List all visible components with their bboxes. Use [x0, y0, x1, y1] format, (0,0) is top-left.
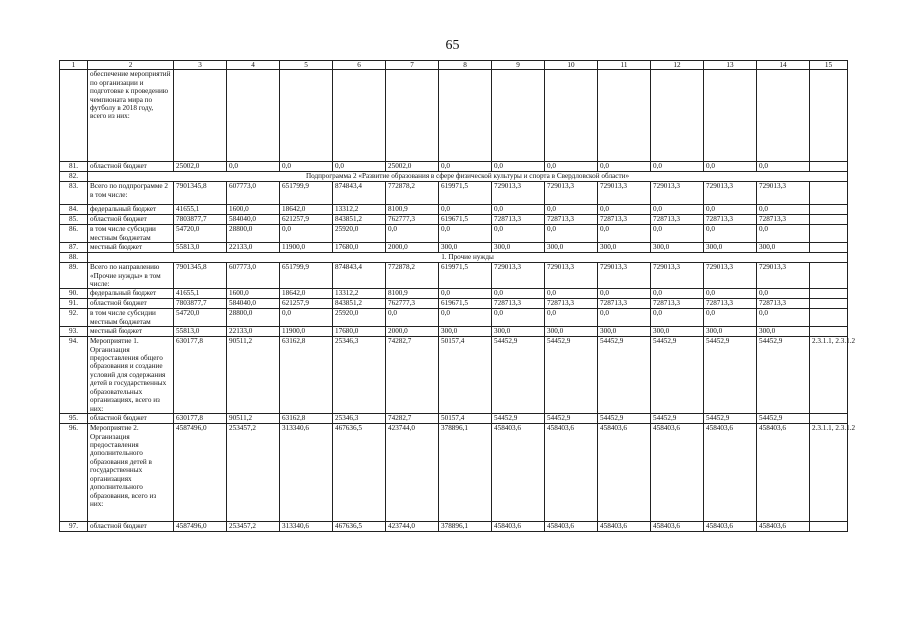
column-header: 15 — [810, 61, 848, 70]
value-cell: 300,0 — [704, 243, 757, 253]
value-cell: 874843,4 — [333, 263, 386, 289]
value-cell: 458403,6 — [757, 424, 810, 522]
value-cell: 0,0 — [704, 309, 757, 327]
value-cell: 619671,5 — [439, 215, 492, 225]
value-cell: 0,0 — [386, 309, 439, 327]
value-cell: 729013,3 — [704, 182, 757, 205]
value-cell: 458403,6 — [704, 424, 757, 522]
value-cell: 762777,3 — [386, 299, 439, 309]
row-number: 85. — [60, 215, 88, 225]
column-header: 4 — [227, 61, 280, 70]
value-cell: 253457,2 — [227, 522, 280, 532]
value-cell: 0,0 — [227, 162, 280, 172]
value-cell: 0,0 — [439, 309, 492, 327]
value-cell: 728713,3 — [704, 299, 757, 309]
value-cell: 0,0 — [651, 205, 704, 215]
value-cell: 41655,1 — [174, 289, 227, 299]
value-cell: 0,0 — [704, 225, 757, 243]
value-cell: 651799,9 — [280, 182, 333, 205]
value-cell: 729013,3 — [545, 182, 598, 205]
row-number: 84. — [60, 205, 88, 215]
target-indicator-cell: 2.3.1.1, 2.3.1.2 — [810, 337, 848, 414]
row-number: 92. — [60, 309, 88, 327]
value-cell: 458403,6 — [651, 424, 704, 522]
value-cell: 584040,0 — [227, 299, 280, 309]
value-cell: 0,0 — [598, 225, 651, 243]
row-number: 97. — [60, 522, 88, 532]
value-cell: 55813,0 — [174, 327, 227, 337]
value-cell: 0,0 — [439, 289, 492, 299]
value-cell: 313340,6 — [280, 522, 333, 532]
target-indicator-cell — [810, 414, 848, 424]
value-cell: 607773,0 — [227, 182, 280, 205]
row-label: Всего по направлению «Прочие нужды» в том числе: — [88, 263, 174, 289]
target-indicator-cell — [810, 522, 848, 532]
row-label: обеспечение мероприятий по организации и подготовке к проведению чемпионата мира по футболу в 2018 году, всего из них: — [88, 70, 174, 162]
row-number: 95. — [60, 414, 88, 424]
value-cell: 0,0 — [704, 205, 757, 215]
value-cell: 0,0 — [280, 225, 333, 243]
value-cell: 4587496,0 — [174, 424, 227, 522]
value-cell — [280, 70, 333, 162]
value-cell: 0,0 — [704, 289, 757, 299]
value-cell: 22133,0 — [227, 243, 280, 253]
value-cell: 11900,0 — [280, 243, 333, 253]
value-cell: 0,0 — [280, 309, 333, 327]
value-cell: 0,0 — [757, 225, 810, 243]
value-cell: 458403,6 — [651, 522, 704, 532]
value-cell: 423744,0 — [386, 424, 439, 522]
row-number: 87. — [60, 243, 88, 253]
value-cell: 18642,0 — [280, 205, 333, 215]
value-cell — [651, 70, 704, 162]
column-header: 6 — [333, 61, 386, 70]
value-cell: 22133,0 — [227, 327, 280, 337]
value-cell — [545, 70, 598, 162]
value-cell: 729013,3 — [598, 263, 651, 289]
value-cell: 28800,0 — [227, 309, 280, 327]
value-cell: 729013,3 — [545, 263, 598, 289]
value-cell: 54452,9 — [492, 414, 545, 424]
value-cell: 253457,2 — [227, 424, 280, 522]
column-header: 2 — [88, 61, 174, 70]
value-cell: 54452,9 — [757, 414, 810, 424]
value-cell: 651799,9 — [280, 263, 333, 289]
target-indicator-cell — [810, 70, 848, 162]
row-number: 83. — [60, 182, 88, 205]
table-row — [60, 215, 848, 225]
table-row — [60, 424, 848, 522]
value-cell: 0,0 — [439, 205, 492, 215]
table-row — [60, 70, 848, 162]
table-row — [60, 327, 848, 337]
value-cell: 728713,3 — [757, 215, 810, 225]
value-cell: 11900,0 — [280, 327, 333, 337]
row-label: местный бюджет — [88, 243, 174, 253]
value-cell: 0,0 — [651, 309, 704, 327]
value-cell: 728713,3 — [651, 299, 704, 309]
page-number: 65 — [445, 38, 460, 53]
value-cell: 54452,9 — [545, 337, 598, 414]
value-cell: 0,0 — [757, 205, 810, 215]
value-cell: 54452,9 — [492, 337, 545, 414]
value-cell — [439, 70, 492, 162]
value-cell: 54720,0 — [174, 225, 227, 243]
value-cell: 630177,8 — [174, 414, 227, 424]
value-cell: 0,0 — [492, 205, 545, 215]
value-cell: 74282,7 — [386, 337, 439, 414]
value-cell: 7803877,7 — [174, 299, 227, 309]
value-cell: 13312,2 — [333, 289, 386, 299]
value-cell: 0,0 — [492, 162, 545, 172]
value-cell: 300,0 — [704, 327, 757, 337]
value-cell: 0,0 — [280, 162, 333, 172]
value-cell: 25346,3 — [333, 337, 386, 414]
value-cell: 17680,0 — [333, 243, 386, 253]
value-cell: 0,0 — [545, 309, 598, 327]
value-cell: 54452,9 — [651, 414, 704, 424]
column-header: 3 — [174, 61, 227, 70]
value-cell: 25346,3 — [333, 414, 386, 424]
value-cell: 4587496,0 — [174, 522, 227, 532]
column-header: 13 — [704, 61, 757, 70]
value-cell — [757, 70, 810, 162]
value-cell: 54452,9 — [598, 337, 651, 414]
row-label: областной бюджет — [88, 414, 174, 424]
row-label: местный бюджет — [88, 327, 174, 337]
value-cell: 729013,3 — [651, 263, 704, 289]
value-cell: 300,0 — [545, 327, 598, 337]
value-cell: 54452,9 — [651, 337, 704, 414]
value-cell: 378896,1 — [439, 424, 492, 522]
value-cell — [598, 70, 651, 162]
value-cell: 772878,2 — [386, 263, 439, 289]
value-cell: 619971,5 — [439, 182, 492, 205]
value-cell: 619971,5 — [439, 263, 492, 289]
value-cell: 300,0 — [545, 243, 598, 253]
value-cell: 54452,9 — [757, 337, 810, 414]
column-header: 10 — [545, 61, 598, 70]
budget-table — [59, 60, 856, 532]
value-cell: 54452,9 — [598, 414, 651, 424]
value-cell: 458403,6 — [492, 424, 545, 522]
value-cell: 458403,6 — [492, 522, 545, 532]
row-number — [60, 70, 88, 162]
column-header: 5 — [280, 61, 333, 70]
value-cell: 0,0 — [757, 289, 810, 299]
value-cell: 25920,0 — [333, 309, 386, 327]
table-row — [60, 182, 848, 205]
section-title: Подпрограмма 2 «Развитие образования в сфере физической культуры и спорта в Свердловской области» — [88, 172, 848, 182]
column-header: 9 — [492, 61, 545, 70]
value-cell: 63162,8 — [280, 337, 333, 414]
value-cell: 90511,2 — [227, 414, 280, 424]
value-cell: 2000,0 — [386, 243, 439, 253]
value-cell: 0,0 — [757, 309, 810, 327]
value-cell: 729013,3 — [492, 263, 545, 289]
value-cell: 28800,0 — [227, 225, 280, 243]
value-cell: 50157,4 — [439, 337, 492, 414]
value-cell: 2000,0 — [386, 327, 439, 337]
row-number: 89. — [60, 263, 88, 289]
target-indicator-cell — [810, 182, 848, 205]
target-indicator-cell — [810, 327, 848, 337]
value-cell: 300,0 — [492, 243, 545, 253]
value-cell: 621257,9 — [280, 299, 333, 309]
table-row — [60, 263, 848, 289]
value-cell: 728713,3 — [704, 215, 757, 225]
value-cell: 41655,1 — [174, 205, 227, 215]
value-cell: 728713,3 — [598, 215, 651, 225]
value-cell: 0,0 — [545, 289, 598, 299]
value-cell: 300,0 — [492, 327, 545, 337]
value-cell: 1600,0 — [227, 205, 280, 215]
table-row — [60, 309, 848, 327]
table-row — [60, 299, 848, 309]
row-number: 82. — [60, 172, 88, 182]
row-number: 81. — [60, 162, 88, 172]
value-cell: 458403,6 — [545, 424, 598, 522]
value-cell: 13312,2 — [333, 205, 386, 215]
value-cell: 0,0 — [545, 225, 598, 243]
table-row — [60, 205, 848, 215]
value-cell: 0,0 — [598, 309, 651, 327]
value-cell — [333, 70, 386, 162]
column-header: 12 — [651, 61, 704, 70]
value-cell — [386, 70, 439, 162]
row-number: 88. — [60, 253, 88, 263]
row-label: областной бюджет — [88, 215, 174, 225]
row-number: 93. — [60, 327, 88, 337]
value-cell: 300,0 — [439, 243, 492, 253]
header-row — [60, 61, 848, 70]
row-label: областной бюджет — [88, 522, 174, 532]
row-number: 90. — [60, 289, 88, 299]
value-cell: 728713,3 — [651, 215, 704, 225]
value-cell: 728713,3 — [757, 299, 810, 309]
value-cell: 729013,3 — [704, 263, 757, 289]
target-indicator-cell — [810, 225, 848, 243]
value-cell: 0,0 — [333, 162, 386, 172]
section-title: 1. Прочие нужды — [88, 253, 848, 263]
value-cell: 0,0 — [598, 162, 651, 172]
value-cell: 0,0 — [651, 162, 704, 172]
value-cell: 467636,5 — [333, 424, 386, 522]
value-cell: 607773,0 — [227, 263, 280, 289]
value-cell: 63162,8 — [280, 414, 333, 424]
row-label: областной бюджет — [88, 162, 174, 172]
value-cell: 1600,0 — [227, 289, 280, 299]
target-indicator-cell — [810, 162, 848, 172]
table-row — [60, 225, 848, 243]
table-row — [60, 414, 848, 424]
value-cell — [492, 70, 545, 162]
column-header: 7 — [386, 61, 439, 70]
value-cell: 55813,0 — [174, 243, 227, 253]
value-cell: 7803877,7 — [174, 215, 227, 225]
value-cell: 300,0 — [598, 327, 651, 337]
table-row — [60, 162, 848, 172]
value-cell: 300,0 — [439, 327, 492, 337]
value-cell: 0,0 — [598, 205, 651, 215]
table-row — [60, 253, 848, 263]
row-label: Всего по подпрограмме 2 в том числе: — [88, 182, 174, 205]
value-cell: 8100,9 — [386, 205, 439, 215]
value-cell: 0,0 — [492, 309, 545, 327]
value-cell: 0,0 — [598, 289, 651, 299]
value-cell: 728713,3 — [545, 299, 598, 309]
value-cell: 458403,6 — [757, 522, 810, 532]
value-cell: 0,0 — [651, 225, 704, 243]
value-cell: 729013,3 — [651, 182, 704, 205]
target-indicator-cell — [810, 309, 848, 327]
value-cell: 728713,3 — [492, 299, 545, 309]
value-cell: 630177,8 — [174, 337, 227, 414]
table-row — [60, 243, 848, 253]
value-cell: 0,0 — [439, 162, 492, 172]
table-row — [60, 522, 848, 532]
row-number: 86. — [60, 225, 88, 243]
value-cell: 728713,3 — [545, 215, 598, 225]
value-cell: 17680,0 — [333, 327, 386, 337]
row-label: Мероприятие 2. Организация предоставления дополнительного образования детей в государственных организациях дополнительного образования, всего из них: — [88, 424, 174, 522]
value-cell: 90511,2 — [227, 337, 280, 414]
value-cell: 843851,2 — [333, 215, 386, 225]
row-label: федеральный бюджет — [88, 205, 174, 215]
value-cell: 584040,0 — [227, 215, 280, 225]
value-cell: 729013,3 — [598, 182, 651, 205]
value-cell — [227, 70, 280, 162]
value-cell: 728713,3 — [598, 299, 651, 309]
value-cell: 18642,0 — [280, 289, 333, 299]
table-row — [60, 337, 848, 414]
value-cell: 772878,2 — [386, 182, 439, 205]
row-number: 91. — [60, 299, 88, 309]
row-label: федеральный бюджет — [88, 289, 174, 299]
row-label: в том числе субсидии местным бюджетам — [88, 309, 174, 327]
target-indicator-cell — [810, 215, 848, 225]
table-row — [60, 289, 848, 299]
value-cell: 0,0 — [545, 162, 598, 172]
row-number: 96. — [60, 424, 88, 522]
value-cell: 7901345,8 — [174, 263, 227, 289]
value-cell: 300,0 — [598, 243, 651, 253]
target-indicator-cell — [810, 263, 848, 289]
value-cell: 423744,0 — [386, 522, 439, 532]
value-cell: 467636,5 — [333, 522, 386, 532]
value-cell: 300,0 — [651, 243, 704, 253]
value-cell: 0,0 — [651, 289, 704, 299]
value-cell — [704, 70, 757, 162]
value-cell: 458403,6 — [545, 522, 598, 532]
column-header: 1 — [60, 61, 88, 70]
column-header: 14 — [757, 61, 810, 70]
value-cell: 619671,5 — [439, 299, 492, 309]
value-cell: 54452,9 — [545, 414, 598, 424]
value-cell: 7901345,8 — [174, 182, 227, 205]
value-cell: 313340,6 — [280, 424, 333, 522]
value-cell: 874843,4 — [333, 182, 386, 205]
value-cell: 0,0 — [492, 289, 545, 299]
value-cell: 0,0 — [439, 225, 492, 243]
value-cell: 843851,2 — [333, 299, 386, 309]
value-cell: 729013,3 — [492, 182, 545, 205]
value-cell: 458403,6 — [704, 522, 757, 532]
value-cell: 54452,9 — [704, 414, 757, 424]
row-label: областной бюджет — [88, 299, 174, 309]
value-cell: 54452,9 — [704, 337, 757, 414]
value-cell: 25002,0 — [386, 162, 439, 172]
value-cell: 54720,0 — [174, 309, 227, 327]
target-indicator-cell — [810, 299, 848, 309]
value-cell: 621257,9 — [280, 215, 333, 225]
value-cell: 0,0 — [386, 225, 439, 243]
target-indicator-cell — [810, 289, 848, 299]
value-cell: 300,0 — [757, 327, 810, 337]
value-cell: 729013,3 — [757, 182, 810, 205]
target-indicator-cell: 2.3.1.1, 2.3.1.2 — [810, 424, 848, 522]
value-cell: 378896,1 — [439, 522, 492, 532]
value-cell: 25920,0 — [333, 225, 386, 243]
value-cell — [174, 70, 227, 162]
value-cell: 25002,0 — [174, 162, 227, 172]
target-indicator-cell — [810, 243, 848, 253]
value-cell: 458403,6 — [598, 424, 651, 522]
value-cell: 729013,3 — [757, 263, 810, 289]
value-cell: 50157,4 — [439, 414, 492, 424]
value-cell: 728713,3 — [492, 215, 545, 225]
value-cell: 300,0 — [651, 327, 704, 337]
value-cell: 762777,3 — [386, 215, 439, 225]
value-cell: 8100,9 — [386, 289, 439, 299]
target-indicator-cell — [810, 205, 848, 215]
value-cell: 0,0 — [545, 205, 598, 215]
value-cell: 0,0 — [492, 225, 545, 243]
value-cell: 300,0 — [757, 243, 810, 253]
table-row — [60, 172, 848, 182]
row-label: в том числе субсидии местным бюджетам — [88, 225, 174, 243]
row-label: Мероприятие 1. Организация предоставления общего образования и создание условий для содержания детей в государственных образовательных организациях, всего из них: — [88, 337, 174, 414]
value-cell: 0,0 — [757, 162, 810, 172]
value-cell: 0,0 — [704, 162, 757, 172]
row-number: 94. — [60, 337, 88, 414]
value-cell: 74282,7 — [386, 414, 439, 424]
column-header: 8 — [439, 61, 492, 70]
value-cell: 458403,6 — [598, 522, 651, 532]
column-header: 11 — [598, 61, 651, 70]
